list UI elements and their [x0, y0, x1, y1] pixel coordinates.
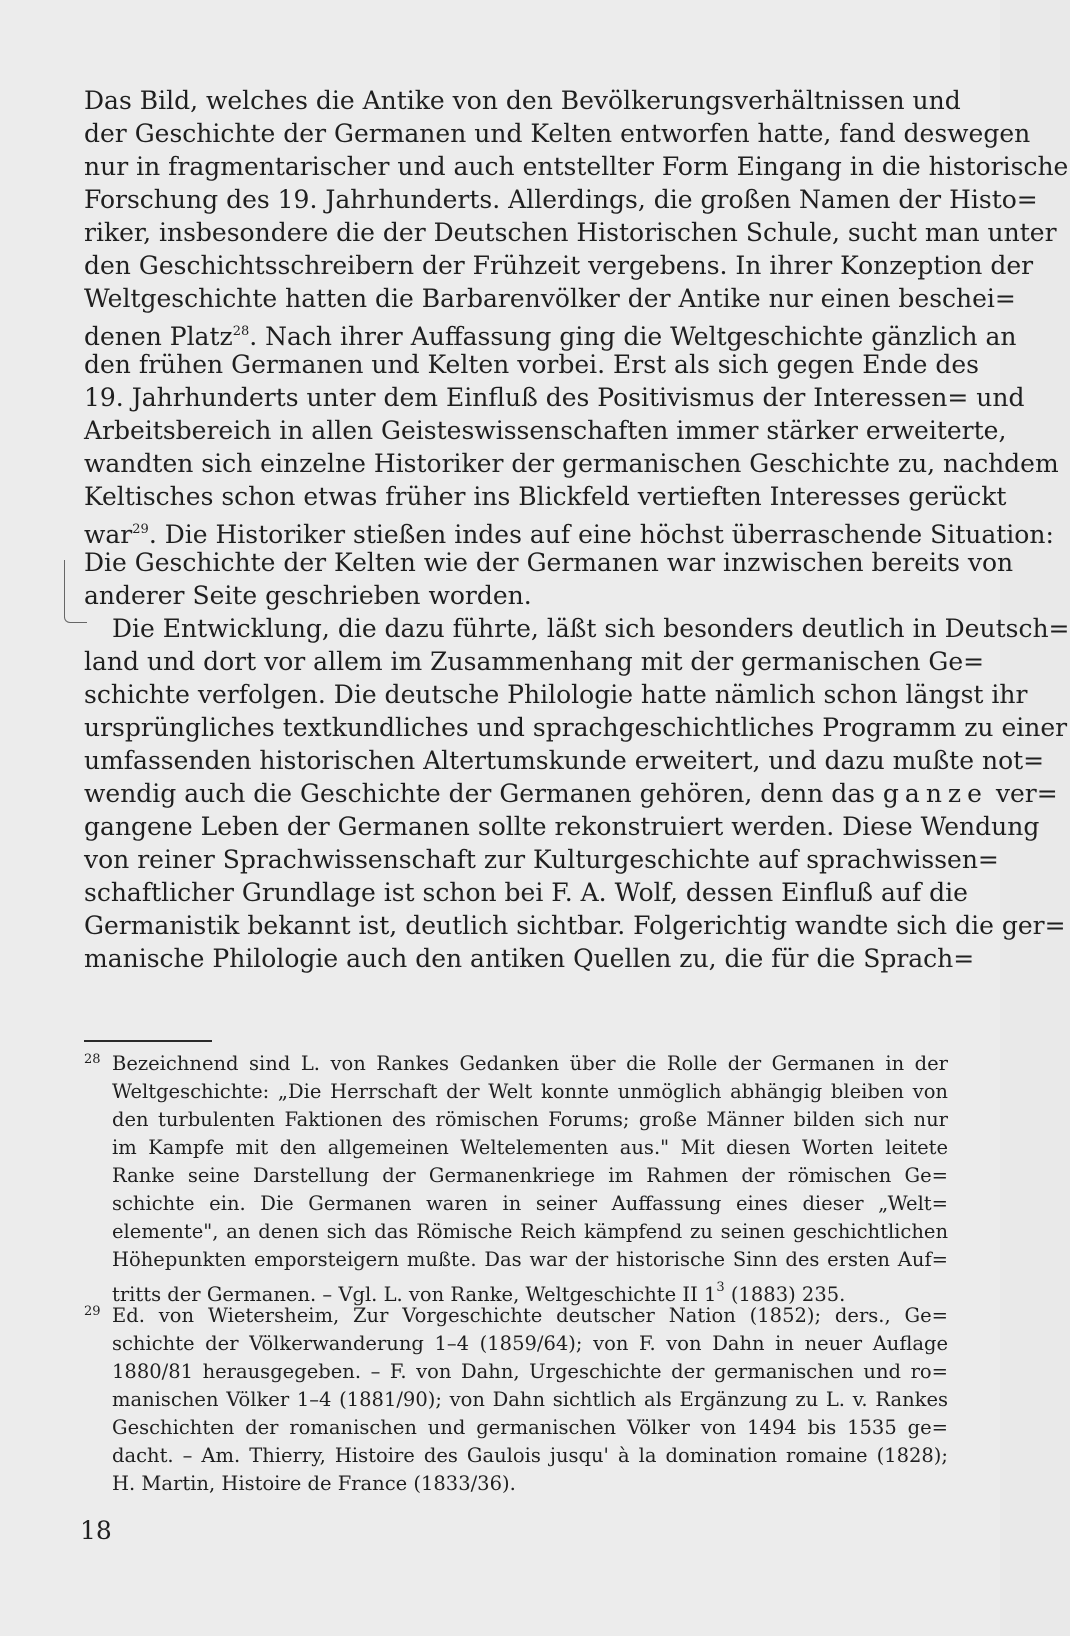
footnote-line: dacht. – Am. Thierry, Histoire des Gaulois jusqu' à la domination romaine (1828);	[112, 1444, 948, 1467]
text-fragment: denen Platz	[84, 322, 233, 351]
text-line: wandten sich einzelne Historiker der germanischen Geschichte zu, nachdem	[84, 449, 1059, 478]
text-line: Forschung des 19. Jahrhunderts. Allerdings, die großen Namen der Histo=	[84, 185, 1038, 214]
text-line: Arbeitsbereich in allen Geisteswissenschaften immer stärker erweiterte,	[84, 416, 1007, 445]
edition-superscript: 3	[716, 1280, 725, 1295]
text-line: riker, insbesondere die der Deutschen Historischen Schule, sucht man unter	[84, 218, 1057, 247]
text-line: Weltgeschichte hatten die Barbarenvölker der Antike nur einen beschei=	[84, 284, 1016, 313]
text-fragment: wendig auch die Geschichte der Germanen gehören, denn das	[84, 779, 875, 808]
footnote-line: im Kampfe mit den allgemeinen Weltelementen aus." Mit diesen Worten leitete	[112, 1136, 948, 1159]
footnote-line	[84, 1050, 948, 1078]
text-line: Die Entwicklung, die dazu führte, läßt sich besonders deutlich in Deutsch=	[112, 614, 1070, 643]
footnote-number: 28	[84, 1052, 101, 1067]
text-line: der Geschichte der Germanen und Kelten entworfen hatte, fand deswegen	[84, 119, 1031, 148]
footnote-line: Höhepunkten emporsteigern mußte. Das war der historische Sinn des ersten Auf=	[112, 1248, 948, 1271]
footnote-28	[84, 1050, 948, 1306]
text-line: Das Bild, welches die Antike von den Bevölkerungsverhältnissen und	[84, 86, 961, 115]
text-line: Keltisches schon etwas früher ins Blickfeld vertieften Interesses gerückt	[84, 482, 1007, 511]
footnote-line	[84, 1274, 948, 1306]
footnote-line: manischen Völker 1–4 (1881/90); von Dahn sichtlich als Ergänzung zu L. v. Rankes	[112, 1388, 948, 1411]
text-line: nur in fragmentarischer und auch entstellter Form Eingang in die historische	[84, 152, 1069, 181]
footnote-line: H. Martin, Histoire de France (1833/36).	[112, 1472, 516, 1495]
footnote-29	[84, 1302, 948, 1498]
text-line: manische Philologie auch den antiken Quellen zu, die für die Sprach=	[84, 944, 975, 973]
footnotes	[84, 1040, 948, 1498]
margin-pencil-mark	[64, 560, 87, 623]
footnote-line: den turbulenten Faktionen des römischen Forums; große Männer bilden sich nur	[112, 1108, 948, 1131]
footnote-line: elemente", an denen sich das Römische Reich kämpfend zu seinen geschichtlichen	[112, 1220, 948, 1243]
footnote-line: Geschichten der romanischen und germanischen Völker von 1494 bis 1535 ge=	[112, 1416, 948, 1439]
text-line	[84, 315, 1017, 351]
text-line: schaftlicher Grundlage ist schon bei F. A. Wolf, dessen Einfluß auf die	[84, 878, 968, 907]
text-fragment: ver=	[995, 779, 1058, 808]
text-line: schichte verfolgen. Die deutsche Philologie hatte nämlich schon längst ihr	[84, 680, 1028, 709]
spaced-emphasis: ganze	[882, 779, 988, 808]
footnote-ref-29[interactable]: 29	[132, 522, 149, 537]
footnote-line: schichte der Völkerwanderung 1–4 (1859/64); von F. von Dahn in neuer Auflage	[112, 1332, 948, 1355]
footnote-ref-28[interactable]: 28	[232, 324, 250, 339]
text-line: ursprüngliches textkundliches und sprachgeschichtliches Programm zu einer	[84, 713, 1068, 742]
text-fragment: (1883) 235.	[724, 1283, 846, 1306]
text-line	[84, 513, 1054, 549]
text-fragment: war	[84, 520, 133, 549]
page-number: 18	[80, 1516, 112, 1545]
text-line: Die Geschichte der Kelten wie der Germanen war inzwischen bereits von	[84, 548, 1014, 577]
footnote-line: Ranke seine Darstellung der Germanenkriege im Rahmen der römischen Ge=	[112, 1164, 948, 1187]
text-fragment: tritts der Germanen. – Vgl. L. von Ranke, Weltgeschichte II 1	[112, 1283, 717, 1306]
text-fragment: . Die Historiker stießen indes auf eine höchst überraschende Situation:	[148, 520, 1054, 549]
text-fragment: Bezeichnend sind L. von Rankes Gedanken über die Rolle der Germanen in der	[112, 1052, 948, 1075]
text-line: von reiner Sprachwissenschaft zur Kulturgeschichte auf sprachwissen=	[84, 845, 999, 874]
footnote-line: 1880/81 herausgegeben. – F. von Dahn, Urgeschichte der germanischen und ro=	[112, 1360, 948, 1383]
text-fragment: . Nach ihrer Auffassung ging die Weltgeschichte gänzlich an	[249, 322, 1017, 351]
text-fragment: Ed. von Wietersheim, Zur Vorgeschichte deutscher Nation (1852); ders., Ge=	[112, 1304, 948, 1327]
footnote-line: Weltgeschichte: „Die Herrschaft der Welt konnte unmöglich abhängig bleiben von	[112, 1080, 948, 1103]
text-line: 19. Jahrhunderts unter dem Einfluß des Positivismus der Interessen= und	[84, 383, 1025, 412]
main-text	[84, 84, 1070, 975]
text-line	[84, 777, 1058, 810]
text-line: den Geschichtsschreibern der Frühzeit vergebens. In ihrer Konzeption der	[84, 251, 1034, 280]
text-line: den frühen Germanen und Kelten vorbei. Erst als sich gegen Ende des	[84, 350, 979, 379]
footnote-divider	[84, 1040, 212, 1042]
footnote-number: 29	[84, 1304, 101, 1319]
text-line: land und dort vor allem im Zusammenhang mit der germanischen Ge=	[84, 647, 985, 676]
footnote-line: schichte ein. Die Germanen waren in seiner Auffassung eines dieser „Welt=	[112, 1192, 948, 1215]
text-line: Germanistik bekannt ist, deutlich sichtbar. Folgerichtig wandte sich die ger=	[84, 911, 1066, 940]
footnote-line	[84, 1302, 948, 1330]
text-line: umfassenden historischen Altertumskunde erweitert, und dazu mußte not=	[84, 746, 1045, 775]
text-line: anderer Seite geschrieben worden.	[84, 581, 532, 610]
text-line: gangene Leben der Germanen sollte rekonstruiert werden. Diese Wendung	[84, 812, 1040, 841]
